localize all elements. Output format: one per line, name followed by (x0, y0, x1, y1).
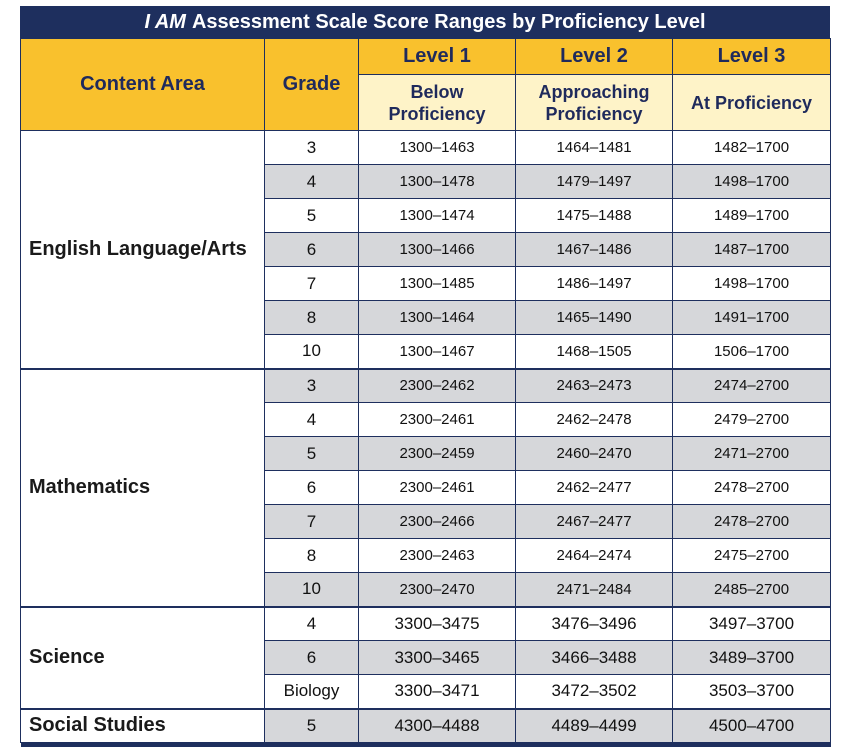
level-1-range-cell: 4300–4488 (359, 709, 516, 743)
header-level-2-sub-text: Approaching Proficiency (538, 81, 650, 124)
level-3-range-cell: 3489–3700 (673, 641, 831, 675)
level-2-range-cell: 2462–2477 (516, 471, 673, 505)
grade-cell: 7 (265, 267, 359, 301)
content-area-cell: Science (21, 607, 265, 709)
grade-cell: 4 (265, 607, 359, 641)
level-1-range-cell: 1300–1474 (359, 199, 516, 233)
content-area-cell: Social Studies (21, 709, 265, 743)
level-3-range-cell: 3503–3700 (673, 675, 831, 709)
level-3-range-cell: 1506–1700 (673, 335, 831, 369)
level-3-range-cell: 2471–2700 (673, 437, 831, 471)
grade-cell: 7 (265, 505, 359, 539)
level-3-range-cell: 4500–4700 (673, 709, 831, 743)
grade-cell: 3 (265, 369, 359, 403)
grade-cell: 5 (265, 437, 359, 471)
level-1-range-cell: 2300–2461 (359, 471, 516, 505)
title-italic: I AM (144, 10, 186, 33)
score-range-table (20, 38, 831, 747)
level-1-range-cell: 1300–1485 (359, 267, 516, 301)
grade-cell: 4 (265, 403, 359, 437)
level-1-range-cell: 2300–2470 (359, 573, 516, 607)
header-level-3-sub (673, 75, 831, 131)
level-2-range-cell: 2462–2478 (516, 403, 673, 437)
level-1-range-cell: 3300–3471 (359, 675, 516, 709)
table-bottom-rule (21, 743, 831, 747)
grade-cell: 6 (265, 233, 359, 267)
grade-cell: 8 (265, 539, 359, 573)
level-2-range-cell: 2460–2470 (516, 437, 673, 471)
level-2-range-cell: 2467–2477 (516, 505, 673, 539)
level-2-range-cell: 4489–4499 (516, 709, 673, 743)
level-2-range-cell: 1464–1481 (516, 131, 673, 165)
table-row (21, 607, 831, 641)
grade-cell: 10 (265, 573, 359, 607)
level-2-range-cell: 1475–1488 (516, 199, 673, 233)
title-text: Assessment Scale Score Ranges by Proficiency Level (191, 10, 706, 33)
level-2-range-cell: 2464–2474 (516, 539, 673, 573)
header-level-2: Level 2 (516, 39, 673, 75)
level-3-range-cell: 2485–2700 (673, 573, 831, 607)
level-3-range-cell: 2478–2700 (673, 471, 831, 505)
level-1-range-cell: 1300–1464 (359, 301, 516, 335)
grade-cell: 6 (265, 471, 359, 505)
level-3-range-cell: 2479–2700 (673, 403, 831, 437)
grade-cell: 10 (265, 335, 359, 369)
header-content-area: Content Area (21, 39, 265, 131)
content-area-cell: Mathematics (21, 369, 265, 607)
header-level-3-sub-text: At Proficiency (690, 92, 813, 113)
level-2-range-cell: 1468–1505 (516, 335, 673, 369)
level-2-range-cell: 2463–2473 (516, 369, 673, 403)
level-1-range-cell: 3300–3475 (359, 607, 516, 641)
table-row (21, 131, 831, 165)
level-1-range-cell: 2300–2459 (359, 437, 516, 471)
level-3-range-cell: 1487–1700 (673, 233, 831, 267)
level-1-range-cell: 1300–1463 (359, 131, 516, 165)
level-2-range-cell: 1486–1497 (516, 267, 673, 301)
table-title (20, 6, 830, 38)
header-level-1-sub-text: Below Proficiency (388, 81, 486, 124)
level-1-range-cell: 2300–2462 (359, 369, 516, 403)
header-level-1-sub (359, 75, 516, 131)
level-2-range-cell: 3472–3502 (516, 675, 673, 709)
level-1-range-cell: 2300–2463 (359, 539, 516, 573)
content-area-cell: English Language/Arts (21, 131, 265, 369)
grade-cell: 8 (265, 301, 359, 335)
header-grade: Grade (265, 39, 359, 131)
level-3-range-cell: 1489–1700 (673, 199, 831, 233)
level-1-range-cell: 2300–2466 (359, 505, 516, 539)
score-table-figure (20, 6, 830, 747)
grade-cell: 5 (265, 709, 359, 743)
table-body (21, 131, 831, 743)
level-2-range-cell: 2471–2484 (516, 573, 673, 607)
grade-cell: 4 (265, 165, 359, 199)
grade-cell: Biology (265, 675, 359, 709)
level-3-range-cell: 1498–1700 (673, 165, 831, 199)
level-1-range-cell: 3300–3465 (359, 641, 516, 675)
level-1-range-cell: 1300–1478 (359, 165, 516, 199)
level-3-range-cell: 1498–1700 (673, 267, 831, 301)
level-3-range-cell: 3497–3700 (673, 607, 831, 641)
header-level-2-sub (516, 75, 673, 131)
level-3-range-cell: 2475–2700 (673, 539, 831, 573)
level-3-range-cell: 1491–1700 (673, 301, 831, 335)
level-3-range-cell: 1482–1700 (673, 131, 831, 165)
level-2-range-cell: 1465–1490 (516, 301, 673, 335)
level-2-range-cell: 3466–3488 (516, 641, 673, 675)
header-level-1: Level 1 (359, 39, 516, 75)
grade-cell: 3 (265, 131, 359, 165)
table-row (21, 369, 831, 403)
level-1-range-cell: 1300–1467 (359, 335, 516, 369)
level-1-range-cell: 1300–1466 (359, 233, 516, 267)
level-3-range-cell: 2478–2700 (673, 505, 831, 539)
table-row (21, 709, 831, 743)
level-2-range-cell: 1479–1497 (516, 165, 673, 199)
level-2-range-cell: 3476–3496 (516, 607, 673, 641)
grade-cell: 6 (265, 641, 359, 675)
grade-cell: 5 (265, 199, 359, 233)
header-level-3: Level 3 (673, 39, 831, 75)
level-3-range-cell: 2474–2700 (673, 369, 831, 403)
level-1-range-cell: 2300–2461 (359, 403, 516, 437)
level-2-range-cell: 1467–1486 (516, 233, 673, 267)
